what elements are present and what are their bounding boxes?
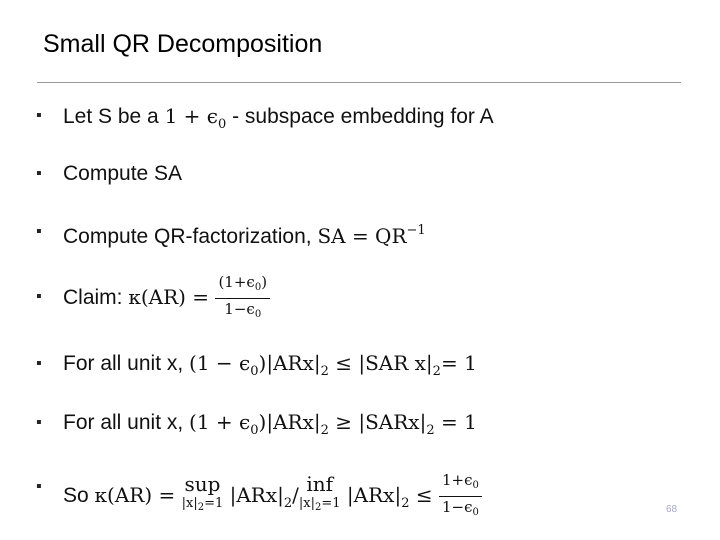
bullet-7-norm-2: $|ARx|_2$ ≤ — [340, 483, 439, 511]
bullet-6-text: For all unit x, — [63, 411, 190, 434]
bullet-4-math: κ(AR) = — [128, 285, 216, 310]
inf-operator: inf $|x|_2=1$ — [298, 472, 341, 513]
bullet-7-fraction: $\frac{1+\epsilon_0}{1-\epsilon_0}$ — [439, 470, 482, 523]
bullet-marker: ▪ — [36, 288, 42, 305]
bullet-3 — [63, 217, 426, 251]
bullet-3-math: SA = $QR^{-1}$ — [317, 223, 426, 248]
bullet-4-fraction: $\frac{(1+\epsilon_0)}{1-\epsilon_0}$ — [215, 272, 270, 325]
bullet-7-kappa: κ(AR) = — [94, 483, 182, 507]
bullet-1 — [63, 102, 494, 139]
bullet-1-text: Let S be a — [63, 105, 165, 128]
bullet-marker: ▪ — [36, 414, 42, 431]
bullet-marker: ▪ — [36, 355, 42, 372]
slide-title: Small QR Decomposition — [43, 30, 323, 58]
bullet-1-tail: - subspace embedding for A — [226, 105, 494, 128]
bullet-marker: ▪ — [36, 107, 42, 124]
title-divider — [37, 82, 681, 83]
bullet-marker: ▪ — [36, 478, 42, 495]
bullet-2 — [63, 160, 182, 188]
bullet-6-math: $(1 + \epsilon_0)|ARx|_2$ ≥ $|SARx|_2 = 1$ — [189, 410, 477, 438]
page-number: 68 — [666, 504, 678, 515]
bullet-4 — [63, 272, 270, 325]
bullet-marker: ▪ — [36, 165, 42, 182]
bullet-7-text: So — [63, 484, 95, 507]
bullet-7 — [63, 470, 482, 523]
bullet-marker: ▪ — [36, 223, 42, 240]
bullet-4-text: Claim: — [63, 286, 129, 310]
bullet-2-text: Compute SA — [63, 162, 183, 185]
bullet-5 — [63, 349, 477, 386]
bullet-6 — [63, 408, 477, 445]
bullet-7-norm-1: $|ARx|_2/$ — [223, 483, 299, 511]
bullet-5-text: For all unit x, — [63, 352, 190, 375]
bullet-1-math: $1 + \epsilon_0$ — [164, 104, 227, 132]
sup-operator: sup $|x|_2=1$ — [181, 472, 224, 513]
bullet-3-text: Compute QR-factorization, — [63, 225, 318, 248]
bullet-5-math: $(1 - \epsilon_0)|ARx|_2 \le |SAR$ $x|_2= 1$ — [189, 351, 477, 379]
